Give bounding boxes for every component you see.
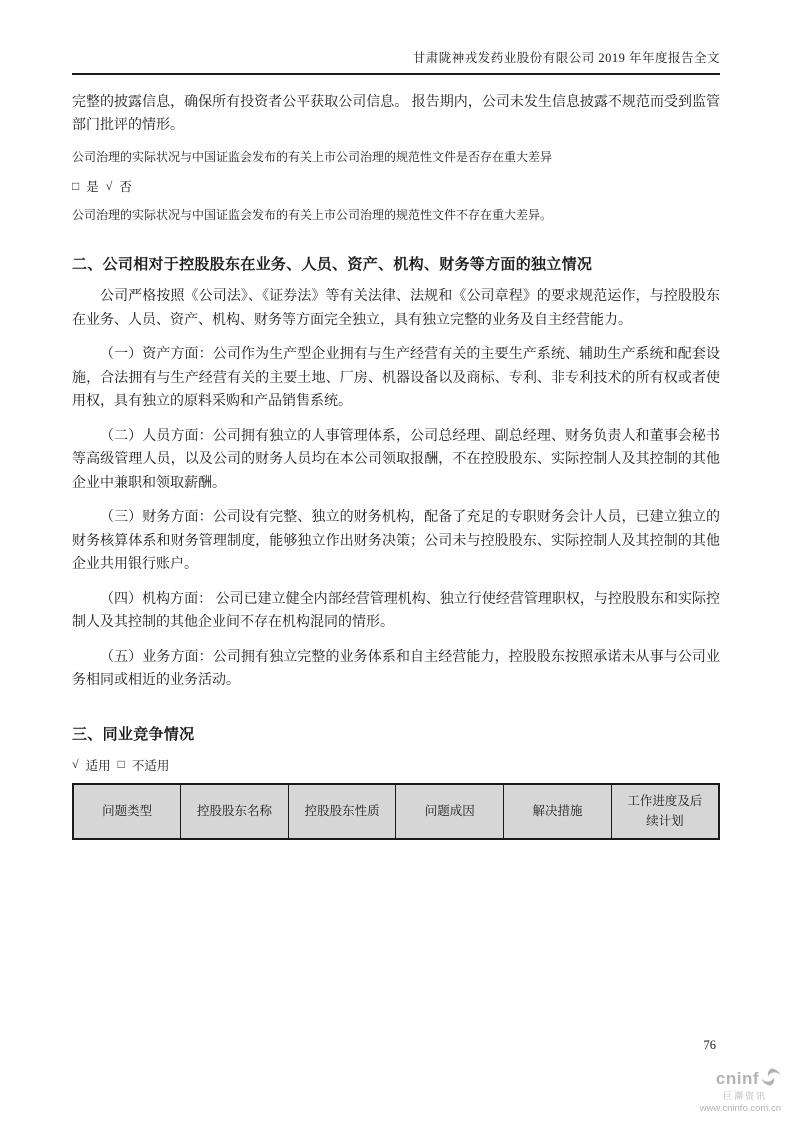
option-applicable-label: 适用	[85, 758, 111, 773]
independence-paragraph-personnel: （二）人员方面：公司拥有独立的人事管理体系，公司总经理、副总经理、财务负责人和董事会秘书等高级管理人员，以及公司的财务人员均在本公司领取报酬，不在控股股东、实际控制人及其控制的其他企业中兼职和领取薪酬。	[72, 428, 720, 491]
checkmark-icon: √	[72, 757, 79, 771]
page-number: 76	[703, 1038, 716, 1052]
column-header-shareholder-nature: 控股股东性质	[288, 784, 396, 839]
checkbox-unchecked-icon: □	[72, 178, 80, 193]
cninfo-swirl-icon	[761, 1068, 781, 1091]
cninfo-chinese-name: 巨潮资讯	[722, 1090, 767, 1101]
intro-paragraph: 完整的披露信息，确保所有投资者公平获取公司信息。 报告期内，公司未发生信息披露不规范而受到监管部门批评的情形。	[72, 95, 720, 133]
competition-table	[72, 783, 720, 840]
governance-conclusion: 公司治理的实际状况与中国证监会发布的有关上市公司治理的规范性文件不存在重大差异。	[72, 208, 553, 222]
checkmark-icon: √	[105, 178, 113, 193]
cninfo-brand-row	[671, 1068, 781, 1091]
cninfo-url: www.cninfo.com.cn	[699, 1102, 781, 1114]
column-header-issue-cause: 问题成因	[396, 784, 504, 839]
independence-paragraph-organization: （四）机构方面： 公司已建立健全内部经营管理机构、独立行使经营管理职权，与控股股东和实际控制人及其控制的其他企业间不存在机构混同的情形。	[72, 591, 720, 630]
option-no-label: 否	[119, 180, 132, 194]
report-header-title: 甘肃陇神戎发药业股份有限公司 2019 年年度报告全文	[72, 48, 720, 75]
independence-paragraph-business: （五）业务方面：公司拥有独立完整的业务体系和自主经营能力，控股股东按照承诺未从事与公司业务相同或相近的业务活动。	[72, 649, 720, 688]
competition-applicability-selector	[72, 756, 720, 774]
page-content	[72, 48, 720, 840]
independence-paragraph-finance: （三）财务方面：公司设有完整、独立的财务机构，配备了充足的专职财务会计人员，已建立独立的财务核算体系和财务管理制度，能够独立作出财务决策；公司未与控股股东、实际控制人及其控制的其他企业共用银行账户。	[72, 510, 720, 572]
governance-yes-no-selector	[72, 177, 720, 195]
column-header-progress-plan: 工作进度及后续计划	[611, 784, 719, 839]
option-yes-label: 是	[86, 180, 99, 194]
cninfo-brand-text: cninf	[715, 1069, 759, 1089]
column-header-shareholder-name: 控股股东名称	[181, 784, 289, 839]
section-independence-heading: 二、公司相对于控股股东在业务、人员、资产、机构、财务等方面的独立情况	[72, 257, 593, 273]
independence-paragraph-assets: （一）资产方面：公司作为生产型企业拥有与生产经营有关的主要生产系统、辅助生产系统和配套设施，合法拥有与生产经营有关的主要土地、厂房、机器设备以及商标、专利、非专利技术的所有权或者使用权，具有独立的原料采购和产品销售系统。	[72, 347, 720, 409]
section-competition-heading: 三、同业竞争情况	[72, 726, 195, 743]
checkbox-unchecked-icon: □	[117, 757, 125, 771]
column-header-solution: 解决措施	[504, 784, 612, 839]
governance-question: 公司治理的实际状况与中国证监会发布的有关上市公司治理的规范性文件是否存在重大差异	[72, 150, 553, 164]
table-header-row	[73, 784, 719, 839]
column-header-issue-type: 问题类型	[73, 784, 181, 839]
independence-paragraph: 公司严格按照《公司法》、《证券法》等有关法律、法规和《公司章程》的要求规范运作，与控股股东在业务、人员、资产、机构、财务等方面完全独立，具有独立完整的业务及自主经营能力。	[72, 289, 720, 328]
cninfo-logo	[671, 1068, 781, 1114]
option-not-applicable-label: 不适用	[131, 758, 170, 773]
